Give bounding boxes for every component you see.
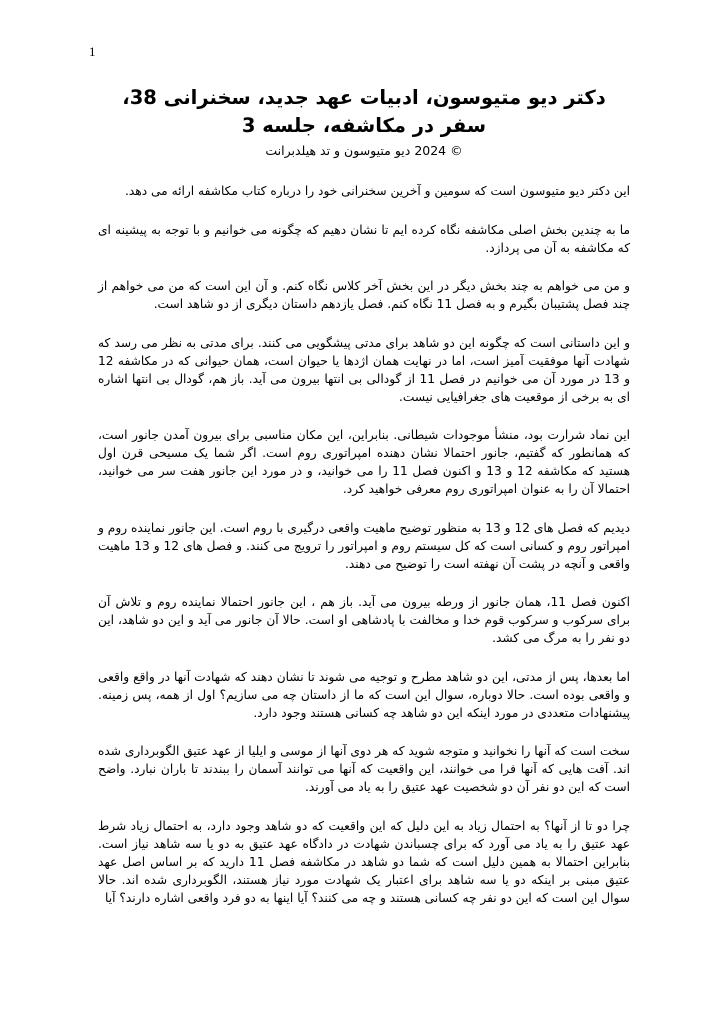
paragraph-5: این نماد شرارت بود، منشأ موجودات شیطانی. بنابراین، این مکان مناسبی برای بیرون آمدن جانور است، که همانطور که گفتیم، جانور احتمالا نشان دهنده امپراتوری روم است. اگر شما یک مسیحی قرن اول هستید که مکاشفه 12 و 13 و اکنون فصل 11 را می خوانید، و در مورد این جانور هفت سر می خوانید، احتمالا آن را به عنوان امپراتوری روم معرفی خواهید کرد. [98,428,631,496]
document-title: دکتر دیو متیوسون، ادبیات عهد جدید، سخنرانی 38، سفر در مکاشفه، جلسه 3 [122,86,606,137]
paragraph-6: دیدیم که فصل های 12 و 13 به منظور توضیح ماهیت واقعی درگیری با روم است. این جانور نماینده روم و امپراتور روم و کسانی است که کل سیستم روم و امپراتور را ترویج می کنند. و فصل های 12 و 13 ماهیت واقعی و آنچه در پشت آن نهفته است را توضیح می دهند. [98,520,631,571]
document-content [98,84,630,927]
paragraph-3: و من می خواهم به چند بخش دیگر در این بخش آخر کلاس نگاه کنم. و آن این است که من می خواهم از چند فصل پشتیبان بگیرم و به فصل 11 نگاه کنم. فصل یازدهم داستان دیگری از دو شاهد است. [98,279,630,311]
paragraph-7: اکنون فصل 11، همان جانور از ورطه بیرون می آید. باز هم ، این جانور احتمالا نماینده روم و تلاش آن برای سرکوب و سرکوب قوم خدا و مخالفت با پادشاهی او است. حالا آن جانور می آید و این دو شاهد، این دو نفر را به مرگ می کشد. [98,595,630,645]
paragraph-2: ما به چندین بخش اصلی مکاشفه نگاه کرده ایم تا نشان دهیم که چگونه می خوانیم و با توجه به پیشینه ای که مکاشفه به آن می پردازد. [98,222,630,255]
page-number: 1 [89,44,96,59]
document-body [98,182,630,907]
copyright-line: © 2024 دیو متیوسون و تد هیلدبرانت [265,143,463,158]
paragraph-9: سخت است که آنها را نخوانید و متوجه شوید که هر دوی آنها از موسی و ایلیا از عهد عتیق الگوبرداری شده اند. آفت هایی که آنها فرا می خوانند، این واقعیت که آنها می توانند آسمان را ببندند تا باران نبارد. واضح است که این دو نفر آن دو شخصیت عهد عتیق را به یاد می آورند. [98,744,630,794]
paragraph-1: این دکتر دیو متیوسون است که سومین و آخرین سخنرانی خود را درباره کتاب مکاشفه ارائه می دهد. [125,184,630,198]
paragraph-8: اما بعدها، پس از مدتی، این دو شاهد مطرح و توجیه می شوند تا نشان دهند که شهادت آنها در واقع واقعی و واقعی بوده است. حالا دوباره، سوال این است که ما از داستان چه می سازیم؟ اول از همه، پس زمینه. پیشنهادات متعددی در مورد اینکه این دو شاهد چه کسانی هستند وجود دارد. [98,669,630,720]
paragraph-4: و این داستانی است که چگونه این دو شاهد برای مدتی پیشگویی می کنند. برای مدتی به نظر می رسد که شهادت آنها موفقیت آمیز است، اما در نهایت همان اژدها یا حیوان است، همان حیوانی که در مکاشفه 12 و 13 در مورد آن می خوانیم در فصل 11 از گودالی بی انتها بیرون می آید. باز هم، گودال بی انتها اشاره ای به برخی از موقعیت های جغرافیایی نیست. [98,335,630,404]
paragraph-10: چرا دو تا از آنها؟ به احتمال زیاد به این دلیل که این واقعیت که دو شاهد وجود دارد، به احتمال زیاد شرط عهد عتیق را به یاد می آورد که برای چسباندن شهادت در دادگاه عهد عتیق به دو یا سه شاهد نیاز است. بنابراین احتمالا به همین دلیل است که شما دو شاهد در مکاشفه فصل 11 دارید که بر اساس اصل عهد عتیق مبنی بر اینکه دو یا سه شاهد برای اعتبار یک شهادت مورد نیاز هستند، الگوبرداری شده اند. حالا سوال این است که این دو نفر چه کسانی هستند و چه می کنند؟ آیا اینها به دو فرد واقعی اشاره دارند؟ آیا [98,818,630,905]
